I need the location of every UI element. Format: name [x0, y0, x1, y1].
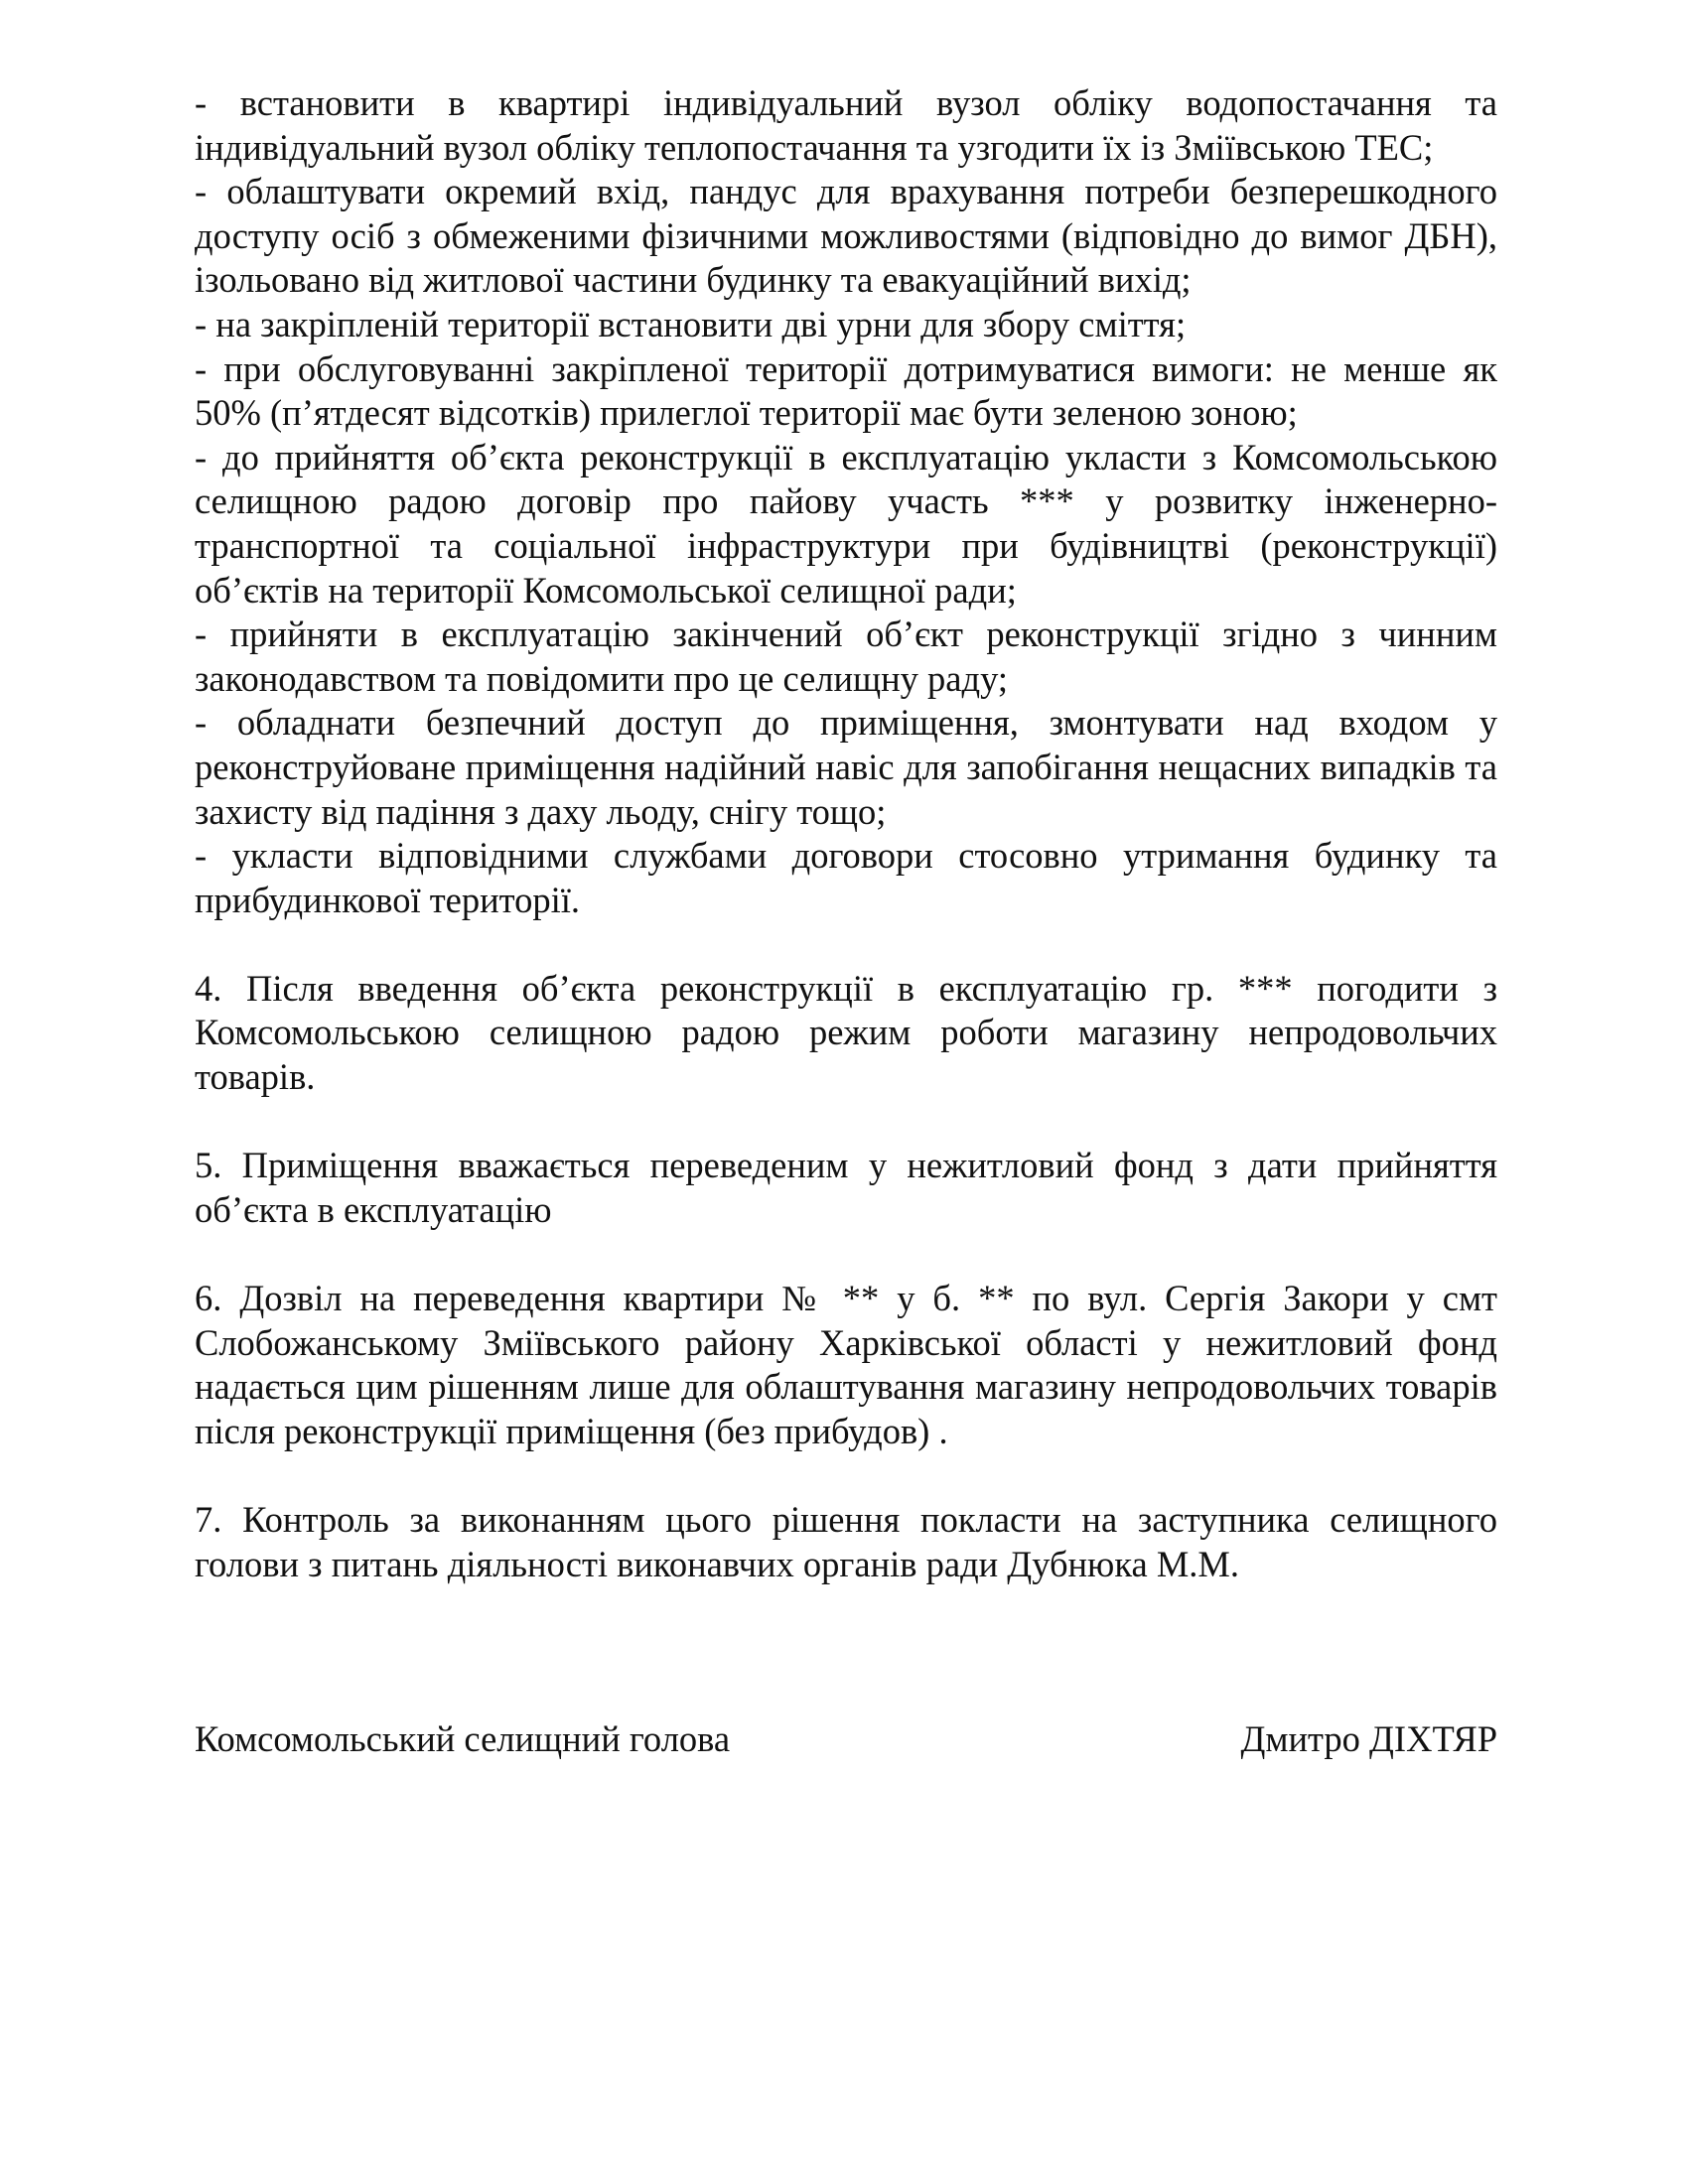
- paragraph-spacer: [195, 1232, 1497, 1277]
- signatory-name: Дмитро ДІХТЯР: [1240, 1718, 1497, 1759]
- list-item: - облаштувати окремий вхід, пандус для врахування потреби безперешкодного доступу осіб з обмеженими фізичними можливостями (відповідно до вимог ДБН), ізольовано від житлової частини будинку та евакуаційний вихід;: [195, 171, 1497, 301]
- paragraph-7: 7. Контроль за виконанням цього рішення покласти на заступника селищного голови з питань діяльності виконавчих органів ради Дубнюка М.М.: [195, 1499, 1497, 1584]
- list-item: - встановити в квартирі індивідуальний вузол обліку водопостачання та індивідуальний вузол обліку теплопостачання та узгодити їх із Зміївською ТЕС;: [195, 82, 1497, 168]
- list-item: - обладнати безпечний доступ до приміщення, змонтувати над входом у реконструйоване приміщення надійний навіс для запобігання нещасних випадків та захисту від падіння з даху льоду, снігу тощо;: [195, 702, 1497, 832]
- list-item: - на закріпленій території встановити дві урни для збору сміття;: [195, 303, 1187, 344]
- paragraph-5: 5. Приміщення вважається переведеним у нежитловий фонд з дати прийняття об’єкта в експлуатацію: [195, 1145, 1497, 1230]
- document-body: [195, 81, 1497, 1586]
- list-item: - при обслуговуванні закріпленої території дотримуватися вимоги: не менше як 50% (п’ятдесят відсотків) прилеглої території має бути зеленою зоною;: [195, 347, 1497, 434]
- paragraph-spacer: [195, 922, 1497, 967]
- paragraph-spacer: [195, 1100, 1497, 1145]
- signature-block: [195, 1717, 1497, 1762]
- list-item: - прийняти в експлуатацію закінчений об’єкт реконструкції згідно з чинним законодавством та повідомити про це селищну раду;: [195, 614, 1497, 699]
- requirements-list: [195, 81, 1497, 922]
- paragraph-4: 4. Після введення об’єкта реконструкції в експлуатацію гр. *** погодити з Комсомольською селищною радою режим роботи магазину непродовольчих товарів.: [195, 967, 1497, 1098]
- signatory-position: Комсомольський селищний голова: [195, 1718, 731, 1759]
- list-item: - укласти відповідними службами договори стосовно утримання будинку та прибудинкової території.: [195, 835, 1497, 920]
- paragraph-6: 6. Дозвіл на переведення квартири № ** у б. ** по вул. Сергія Закори у смт Слобожанському Зміївського району Харківської області у нежитловий фонд надається цим рішенням лише для облаштування магазину непродовольчих товарів після реконструкції приміщення (без прибудов) .: [195, 1278, 1497, 1451]
- list-item: - до прийняття об’єкта реконструкції в експлуатацію укласти з Комсомольською селищною радою договір про пайову участь *** у розвитку інженерно-транспортної та соціальної інфраструктури при будівництві (реконструкції) об’єктів на території Комсомольської селищної ради;: [195, 436, 1497, 611]
- paragraph-spacer: [195, 1453, 1497, 1498]
